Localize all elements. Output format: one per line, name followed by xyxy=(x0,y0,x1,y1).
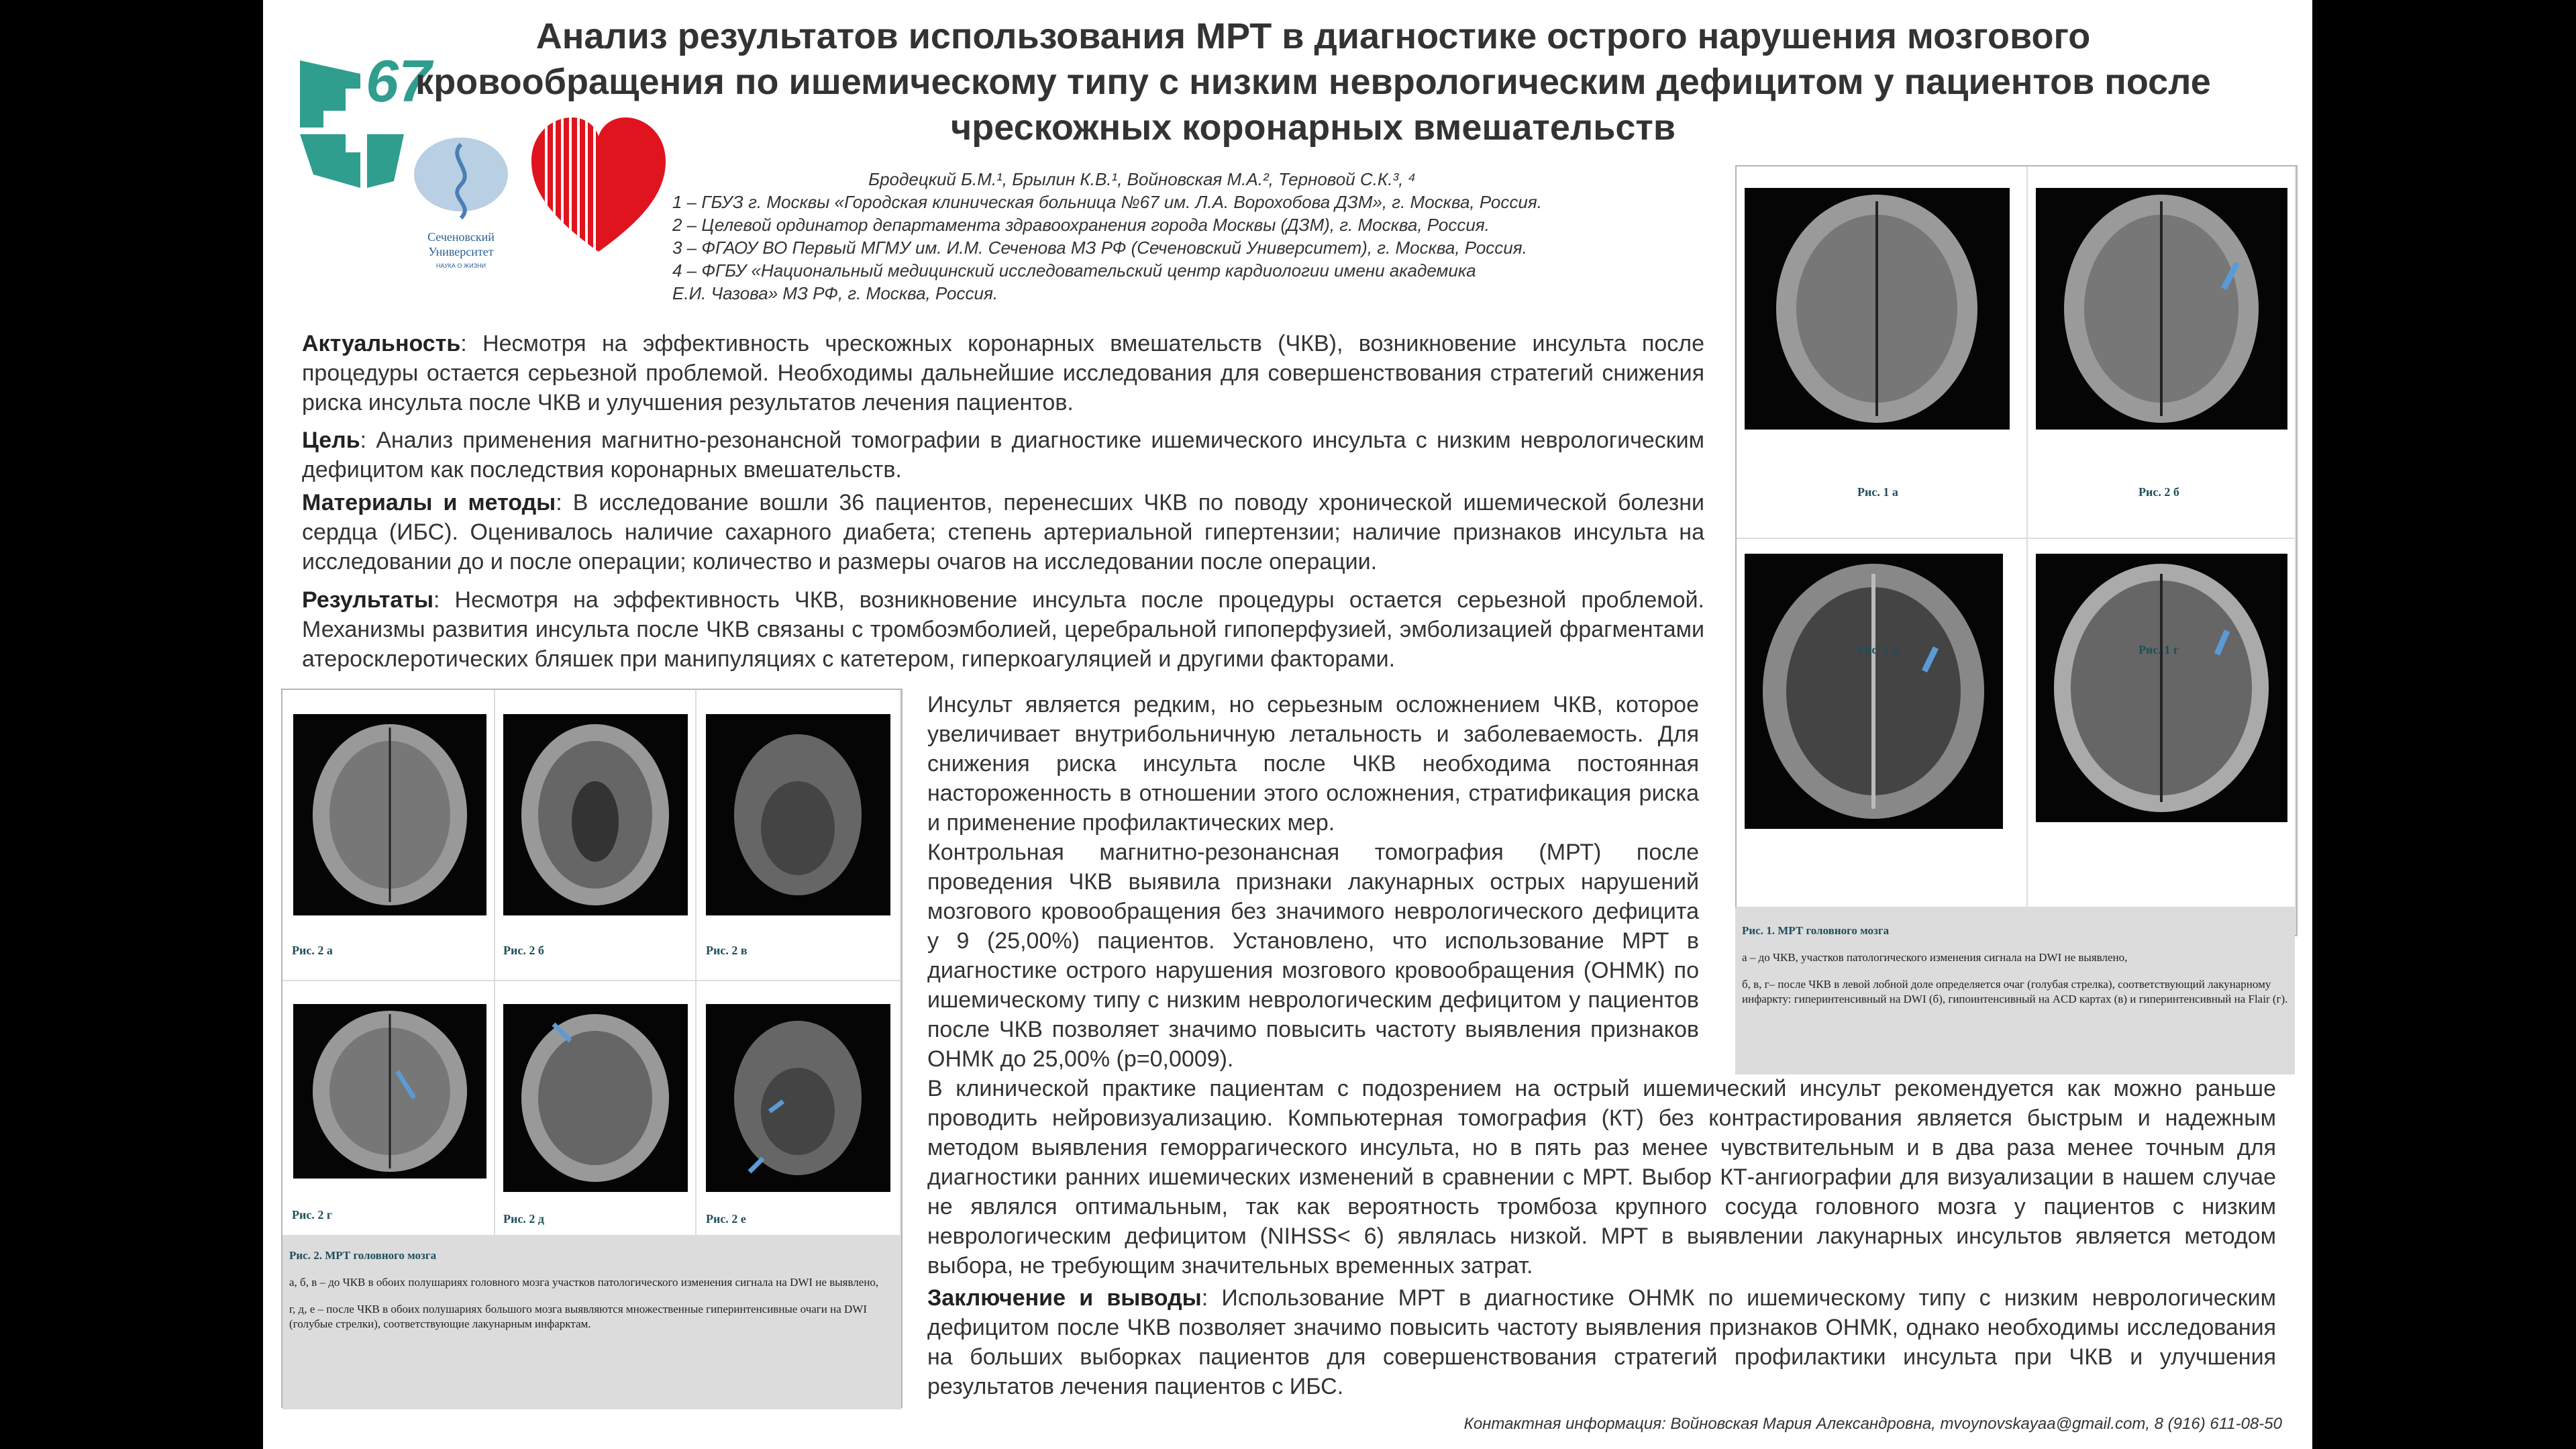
relevance-heading: Актуальность xyxy=(302,331,461,356)
fig2-caption-f: Рис. 2 е xyxy=(706,1212,746,1226)
fig2-cell-f xyxy=(697,981,901,1236)
university-motto: НАУКА О ЖИЗНИ xyxy=(435,262,486,269)
affiliation-3: 3 – ФГАОУ ВО Первый МГМУ им. И.М. Сеченова МЗ РФ (Сеченовский Университет), г. Москва, Россия. xyxy=(672,238,1527,258)
fig2-cell-d xyxy=(282,981,495,1236)
fig2-cell-b xyxy=(495,690,697,981)
mri-image-2a xyxy=(293,714,486,915)
affiliation-2: 2 – Целевой ординатор департамента здравоохранения города Москвы (ДЗМ), г. Москва, Россия. xyxy=(672,215,1490,235)
fig2-caption-b: Рис. 2 б xyxy=(503,944,544,957)
methods-paragraph: Материалы и методы: В исследование вошли 36 пациентов, перенесших ЧКВ по поводу хронической ишемической болезни сердца (ИБС). Оценивалось наличие сахарного диабета; степень артериальной гипертензии; наличие признаков инсульта на исследовании до и после операции; количество и размеры очагов на исследовании после операции. xyxy=(302,490,1704,574)
methods-heading: Материалы и методы xyxy=(302,490,556,515)
university-name-1: Сеченовский xyxy=(427,230,495,244)
results-paragraph: Результаты: Несмотря на эффективность ЧКВ, возникновение инсульта после процедуры остается серьезной проблемой. Механизмы развития инсульта после ЧКВ связаны с тромбоэмболией, церебральной гипоперфузией, эмболизацией фрагментами атеросклеротических бляшек при манипуляциях с катетером, гиперкоагуляцией и другими факторами. xyxy=(302,587,1704,672)
fig1-caption-a: Рис. 1 а xyxy=(1857,485,1898,499)
sechenov-university-logo xyxy=(407,131,515,285)
mri-image-2c xyxy=(706,714,890,915)
body-paragraph-1: Инсульт является редким, но серьезным осложнением ЧКВ, которое увеличивает внутрибольничную летальность и заболеваемость. Для снижения риска инсульта после ЧКВ необходима постоянная настороженность в отношении этого осложнения, стратификация риска и применение профилактических мер. xyxy=(927,692,1699,836)
fig2-caption-a: Рис. 2 а xyxy=(292,944,333,957)
mri-image-2e xyxy=(503,1004,688,1192)
figure-2 xyxy=(281,689,903,1408)
mri-image-2d xyxy=(293,1004,486,1179)
fig1-cell-c xyxy=(1737,539,2028,908)
university-name-2: Университет xyxy=(428,245,494,258)
fig1-caption-b: Рис. 2 б xyxy=(2139,485,2179,499)
author-names: Бродецкий Б.М.¹, Брылин К.В.¹, Войновская М.А.², Терновой С.К.³, ⁴ xyxy=(868,169,1416,189)
fig2-legend-a: а, б, в – до ЧКВ в обоих полушариях головного мозга участков патологического изменения сигнала на DWI не выявлено, xyxy=(289,1276,879,1289)
fig1-cell-a xyxy=(1737,166,2028,539)
goal-paragraph: Цель: Анализ применения магнитно-резонансной томографии в диагностике ишемического инсульта с низким неврологическим дефицитом как последствия коронарных вмешательств. xyxy=(302,428,1704,483)
results-heading: Результаты xyxy=(302,587,434,613)
mri-image-2f xyxy=(706,1004,890,1192)
affiliation-4-cont: Е.И. Чазова» МЗ РФ, г. Москва, Россия. xyxy=(672,283,998,303)
fig1-legend-title: Рис. 1. МРТ головного мозга xyxy=(1742,924,1890,937)
fig1-legend-text xyxy=(1735,907,2295,1075)
fig2-cell-e xyxy=(495,981,697,1236)
mri-image-1d xyxy=(2036,554,2287,822)
fig2-legend xyxy=(282,1236,901,1409)
affiliation-4: 4 – ФГБУ «Национальный медицинский исследовательский центр кардиологии имени академика xyxy=(672,260,1476,281)
contact-info: Контактная информация: Войновская Мария Александровна, mvoynovskayaa@gmail.com, 8 (916) 611-08-50 xyxy=(1463,1415,2282,1433)
arrow-icon xyxy=(750,1158,763,1172)
authors-block xyxy=(672,168,1612,305)
mri-image-1b xyxy=(2036,188,2287,430)
fig2-legend-b: г, д, е – после ЧКВ в обоих полушариях большого мозга выявляются множественные гиперинтенсивные очаги на DWI (голубые стрелки), соответствующие лакунарным инфарктам. xyxy=(289,1303,867,1330)
mri-image-2b xyxy=(503,714,688,915)
fig1-legend-a: а – до ЧКВ, участков патологического изменения сигнала на DWI не выявлено, xyxy=(1742,951,2128,964)
fig1-caption-c: Рис. 1 в xyxy=(1857,643,1899,656)
affiliation-1: 1 – ГБУЗ г. Москвы «Городская клиническая больница №67 им. Л.А. Ворохобова ДЗМ», г. Москва, Россия. xyxy=(672,192,1542,212)
conclusion-heading: Заключение и выводы xyxy=(927,1285,1202,1311)
fig2-legend-title: Рис. 2. МРТ головного мозга xyxy=(289,1249,437,1262)
fig1-legend-b: б, в, г– после ЧКВ в левой лобной доле определяется очаг (голубая стрелка), соответствующий лакунарному инфаркту: гиперинтенсивный на DWI (б), гипоинтенсивный на ACD картах (в) и гиперинтенсивный на Flair (г). xyxy=(1742,978,2288,1005)
body-paragraph-2: Контрольная магнитно-резонансная томография (МРТ) после проведения ЧКВ выявила признаки лакунарных острых нарушений мозгового кровообращения без значимого неврологического дефицита у 9 (25,00%) пациентов. Установлено, что использование МРТ в диагностике острого нарушения мозгового кровообращения (ОНМК) по ишемическому типу с низким неврологическим дефицитом у пациентов после ЧКВ позволяет значимо повысить частоту выявления признаков ОНМК до 25,00% (p=0,0009). xyxy=(927,840,1699,1072)
figure-1 xyxy=(1735,165,2298,936)
hospital-number: 67 xyxy=(366,48,431,114)
fig2-caption-e: Рис. 2 д xyxy=(503,1212,544,1226)
fig1-cell-b xyxy=(2028,166,2296,539)
poster xyxy=(263,0,2312,1449)
mri-image-1c xyxy=(1745,554,2003,829)
relevance-paragraph: Актуальность: Несмотря на эффективность чрескожных коронарных вмешательств (ЧКВ), возникновение инсульта после процедуры остается серьезной проблемой. Необходимы дальнейшие исследования для совершенствования стратегий снижения риска инсульта после ЧКВ и улучшения результатов лечения пациентов. xyxy=(302,331,1704,415)
fig2-caption-c: Рис. 2 в xyxy=(706,944,748,957)
poster-title: Анализ результатов использования МРТ в диагностике острого нарушения мозгового кровообращения по ишемическому типу с низким неврологическим дефицитом у пациентов после чрескожных коронарных вмешательств xyxy=(415,16,2211,148)
mri-image-1a xyxy=(1745,188,2010,430)
fig2-caption-d: Рис. 2 г xyxy=(292,1208,333,1221)
fig1-caption-d: Рис. 1 г xyxy=(2139,643,2179,656)
fig2-cell-c xyxy=(697,690,901,981)
goal-heading: Цель xyxy=(302,428,360,453)
fig2-cell-a xyxy=(282,690,495,981)
body-paragraph-3: В клинической практике пациентам с подозрением на острый ишемический инсульт рекомендуется как можно раньше проводить нейровизуализацию. Компьютерная томография (КТ) без контрастирования является быстрым и надежным методом выявления геморрагического инсульта, но в пять раз менее чувствительным и в два раза менее точным для диагностики ранних ишемических изменений в сравнении с МРТ. Выбор КТ-ангиографии для визуализации в нашем случае не являлся оптимальным, так как вероятность тромбоза крупного сосуда головного мозга у пациентов с низким неврологическим дефицитом (NIHSS< 6) являлась низкой. МРТ в выявлении лакунарных инсультов является методом выбора, не требующим значительных временных затрат. xyxy=(927,1076,2276,1279)
fig1-cell-d xyxy=(2028,539,2296,908)
conclusion-paragraph: Заключение и выводы: Использование МРТ в диагностике ОНМК по ишемическому типу с низким неврологическим дефицитом после ЧКВ позволяет значимо повысить частоту выявления признаков ОНМК, однако необходимы исследования на больших выборках пациентов для совершенствования стратегий профилактики инсульта при ЧКВ и улучшения результатов лечения пациентов с ИБС. xyxy=(927,1285,2276,1399)
